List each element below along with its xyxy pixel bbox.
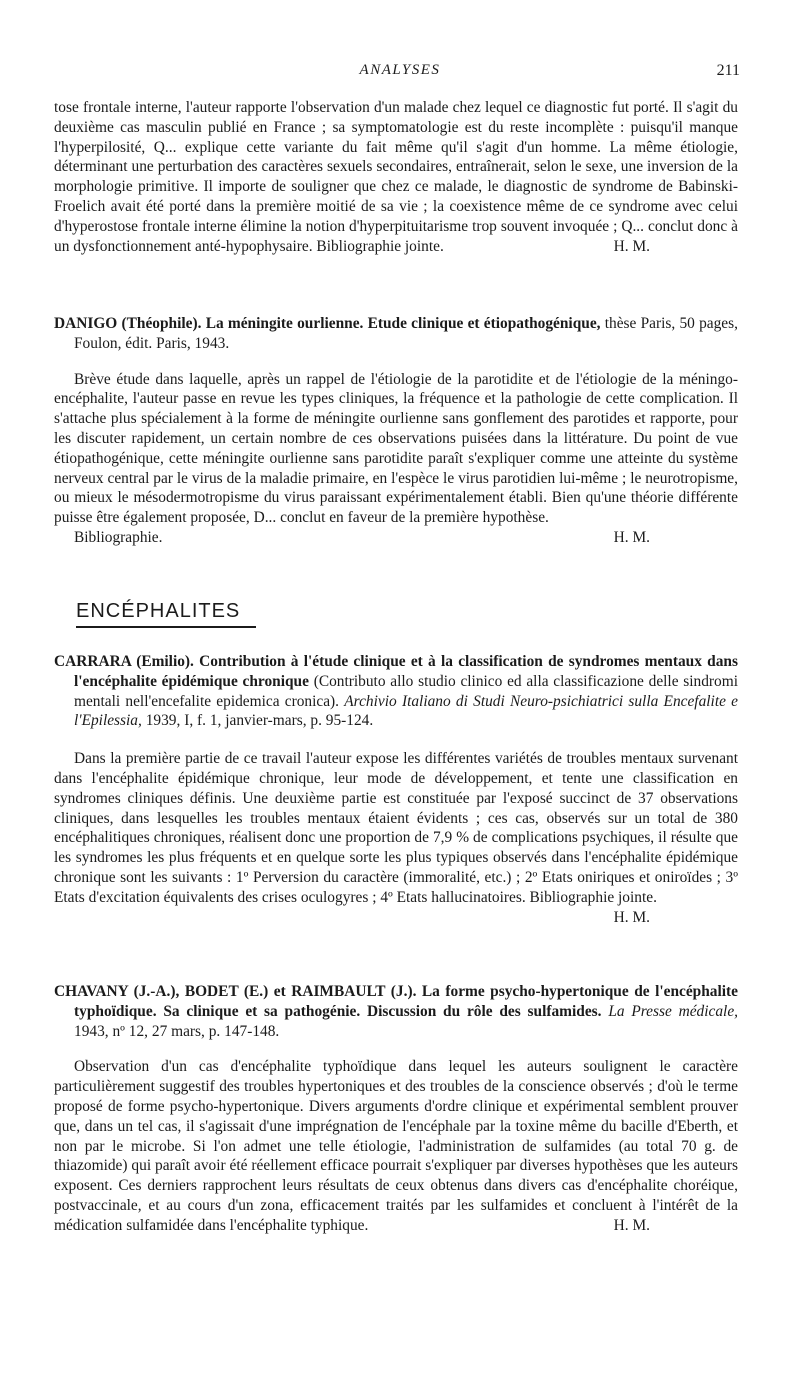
review-translation: (Contributo allo studio clinico ed alla classificazione delle sindromi mentali nell'encefalite epidemica cronica). [74,672,738,710]
review-danigo [54,314,738,548]
review-source: 1939, I, f. 1, janvier-mars, p. 95-124. [145,712,374,730]
running-title: ANALYSES [359,62,441,78]
review-text: tose frontale interne, l'auteur rapporte l'observation d'un malade chez lequel ce diagnostic fut porté. Il s'agit du deuxième cas masculin publié en France ; sa symptomatologie est du reste incomplète : puisqu'il manque l'hyperpilosité, Q... explique cette variante du fait même qu'il s'agit d'un homme. La même étiologie, déterminant une perturbation des caractères sexuels secondaires, entraînerait, selon le sexe, une inversion de la morphologie primitive. Il importe de souligner que chez ce malade, le diagnostic de syndrome de Babinski-Froelich avait été porté dans la première moitié de sa vie ; la coexistence même de ce syndrome avec celui d'hyperostose frontale interne élimine la notion d'hyperpituitarisme trop souvent invoquée ; Q... conclut donc à un dysfonctionnement anté-hypophysaire. Bibliographie jointe. [54,99,738,255]
review-signature: H. M. [613,237,650,255]
review-chavany [54,982,738,1236]
review-author: CARRARA (Emilio). [54,653,194,670]
review-carrara [54,652,738,927]
review-journal: La Presse médicale, [608,1002,738,1020]
review-body [54,98,738,256]
review-body [54,370,738,528]
review-author: DANIGO (Théophile). [54,315,202,332]
review-signature: H. M. [613,528,650,546]
review-continuation [54,98,738,256]
review-signature: H. M. [613,1216,650,1234]
review-text: Observation d'un cas d'encéphalite typhoïdique dans lequel les auteurs soulignent le caractère particulièrement suggestif des troubles hypertoniques et des troubles de la conscience observés ; d'où le terme proposé de forme psycho-hypertonique. Divers arguments d'ordre clinique et expérimental semblent prouver que, dans un tel cas, il s'agissait d'une imprégnation de l'encéphale par la toxine même du bacille d'Eberth, et non par le microbe. Si l'on admet une telle étiologie, l'administration de sulfamides (au total 70 g. de thiazomide) qui paraît avoir été réellement efficace pourrait s'expliquer par diverses hypothèses que les auteurs exposent. Ces derniers rapprochent leurs résultats de ceux obtenus dans divers cas d'encéphalite choréique, postvaccinale, et au cours d'un zona, efficacement traités par les sulfamides et concluent à l'intérêt de la médication sulfamidée dans l'encéphalite typhique. [54,1058,738,1234]
review-source: 1943, nº 12, 27 mars, p. 147-148. [74,1022,280,1040]
review-closing [54,528,738,548]
review-bibliography: Bibliographie. [74,528,163,546]
section-title: ENCÉPHALITES [76,600,241,622]
review-body [54,1057,738,1235]
review-title: Contribution à l'étude clinique et à la classification de syndromes mentaux dans l'encéphalite épidémique chronique [74,653,738,690]
review-text: Dans la première partie de ce travail l'auteur expose les différentes variétés de troubles mentaux survenant dans l'encéphalite épidémique chronique, leur mode de développement, et tente une classification en syndromes cliniques définis. Une deuxième partie est constituée par l'exposé succinct de 37 observations cliniques, dans lesquelles les troubles mentaux étaient évidents ; ces cas, observés sur un total de 380 encéphalitiques chroniques, réalisent donc une proportion de 7,9 % de complications psychiques, il résulte que les syndromes les plus fréquents et en quelque sorte les plus typiques observés dans l'encéphalite épidémique chronique sont les suivants : 1º Perversion du caractère (immoralité, etc.) ; 2º Etats oniriques et oniroïdes ; 3º Etats d'excitation équivalents des crises oculogyres ; 4º Etats hallucinatoires. Bibliographie jointe. [54,750,738,906]
review-author: CHAVANY (J.-A.), BODET (E.) et RAIMBAULT (J.). [54,983,417,1000]
review-title: La forme psycho-hypertonique de l'encéphalite typhoïdique. Sa clinique et sa pathogénie. Discussion du rôle des sulfamides. [74,983,738,1020]
review-title: La méningite ourlienne. Etude clinique et étiopathogénique, [205,315,601,332]
review-body [54,749,738,927]
review-text: Brève étude dans laquelle, après un rappel de l'étiologie de la parotidite et de l'étiologie de la méningo-encéphalite, l'auteur passe en revue les types cliniques, la fréquence et la pathologie de cette complication. Il s'attache plus spécialement à la forme de méningite ourlienne sans gonflement des parotides et rapporte, pour les discuter rapidement, un certain nombre de ces observations puisées dans la littérature. Du point de vue étiopathogénique, cette méningite ourlienne sans parotidite paraît s'expliquer comme une atteinte du système nerveux central par le virus de la maladie primaire, en l'espèce le virus parotidien lui-même ; le neurotropisme, ou mieux le mésodermotropisme du virus paraissant expérimentalement établi. Bien qu'une théorie différente puisse être également proposée, D... conclut en faveur de la première hypothèse. [54,370,738,527]
review-journal: Archivio Italiano di Studi Neuro-psichiatrici sulla Encefalite e l'Epilessia, [74,692,738,730]
bibliographic-reference [54,652,738,731]
bibliographic-reference [54,982,738,1041]
running-head [54,62,746,86]
review-source: thèse Paris, 50 pages, Foulon, édit. Paris, 1943. [74,315,738,352]
bibliographic-reference [54,314,738,354]
section-underline [76,626,256,628]
review-signature: H. M. [613,908,650,926]
page-number: 211 [716,62,740,79]
